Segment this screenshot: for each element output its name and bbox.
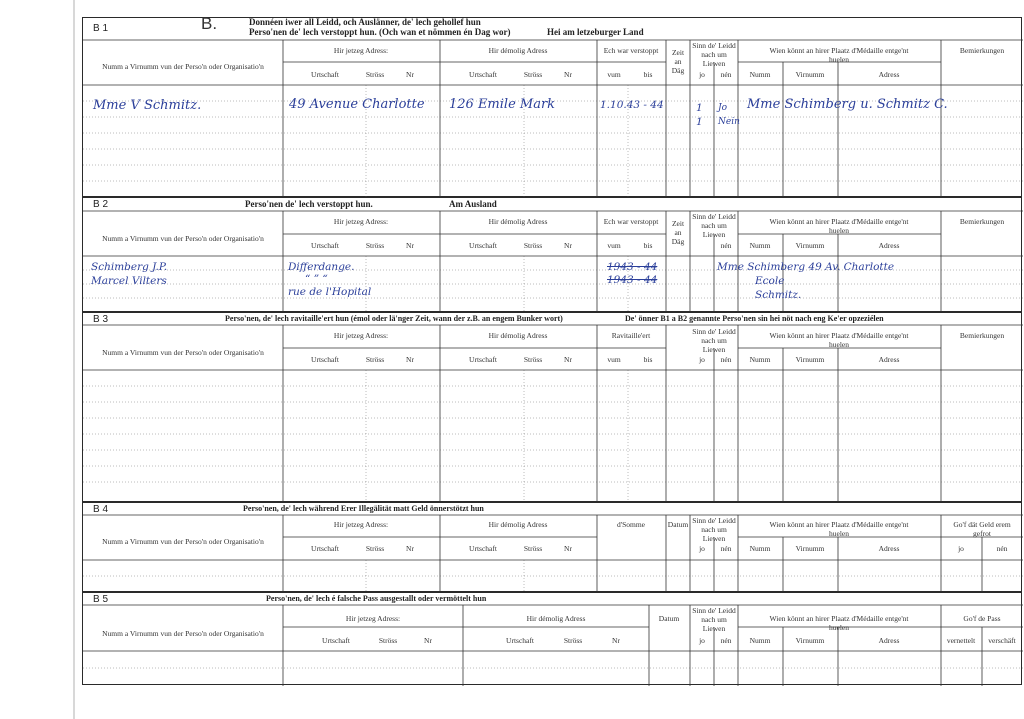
- section-title: Perso'nen de' lech verstoppt hun.: [245, 199, 373, 209]
- medal-header: Wien könnt an hirer Plaatz d'Médaille entge'nt huelen: [769, 331, 909, 349]
- section-code: B 2: [93, 199, 109, 210]
- section-title: Perso'nen, de' lech ravitaille'ert hun (émol oder lä'nger Zeit, wann der z.B. an engem Bunker wort): [225, 314, 563, 323]
- alive-header: Sinn de' Leidd nach um Liewen: [692, 212, 736, 239]
- header-line1: Donnéen iwer all Leidd, och Auslänner, de' lech gehollef hun: [249, 17, 481, 27]
- section-b5: [82, 592, 1022, 685]
- town-label: Urtschaft: [322, 636, 350, 645]
- nr-label: Nr: [406, 241, 414, 250]
- to-label: bis: [643, 70, 653, 79]
- from-label: vum: [607, 241, 621, 250]
- money-back-header: Go'f dät Geld erem gefrot: [953, 520, 1011, 538]
- former-address-header: Hir démolig Adress: [488, 46, 548, 55]
- town-label: Urtschaft: [311, 241, 339, 250]
- street-label: Ströss: [563, 636, 583, 645]
- medal-header: Wien könnt an hirer Plaatz d'Médaille entge'nt huelen: [769, 614, 909, 632]
- handwritten-current-address: Differdange.: [288, 261, 355, 273]
- name-col-header: Numm a Virnumm vun der Perso'n oder Organisatio'n: [102, 537, 264, 546]
- section-code: B 4: [93, 504, 109, 515]
- alive-header: Sinn de' Leidd nach um Liewen: [692, 41, 736, 68]
- no-label: nén: [996, 544, 1008, 553]
- nr-label: Nr: [406, 70, 414, 79]
- date-header: Datum: [658, 614, 680, 623]
- handwritten-former-address: 126 Emile Mark: [449, 97, 556, 112]
- from-label: vum: [607, 355, 621, 364]
- section-title-2: De' önner B1 a B2 genannte Perso'nen sin hei nöt nach eng Ke'er opzeziélen: [625, 314, 884, 323]
- no-label: nén: [720, 636, 732, 645]
- address-label: Adress: [878, 544, 900, 553]
- burnt-label: verschäft: [988, 636, 1016, 645]
- town-label: Urtschaft: [469, 241, 497, 250]
- medal-header: Wien könnt an hirer Plaatz d'Médaille entge'nt huelen: [769, 520, 909, 538]
- alive-header: Sinn de' Leidd nach um Liewen: [692, 327, 736, 354]
- name-col-header: Numm a Virnumm vun der Perso'n oder Organisatio'n: [102, 629, 264, 638]
- to-label: bis: [643, 355, 653, 364]
- name-label: Numm: [749, 544, 771, 553]
- yes-label: jo: [699, 355, 705, 364]
- section-code: B 1: [93, 23, 109, 34]
- yes-label: jo: [699, 544, 705, 553]
- section-code: B 3: [93, 314, 109, 325]
- section-title: Perso'nen, de' lech é falsche Pass ausgestallt oder vermöttelt hun: [266, 594, 487, 603]
- remarks-header: Bemierkungen: [959, 217, 1005, 226]
- street-label: Ströss: [378, 636, 398, 645]
- former-address-header: Hir démolig Adress: [488, 520, 548, 529]
- date-header: Datum: [667, 520, 689, 529]
- nr-label: Nr: [564, 355, 572, 364]
- handwritten-medal: Mme Schimberg u. Schmitz C.: [747, 97, 948, 112]
- remarks-header: Bemierkungen: [959, 46, 1005, 55]
- current-address-header: Hir jetzeg Adress:: [345, 614, 401, 623]
- address-label: Adress: [878, 241, 900, 250]
- header-line2b: Hei am letzeburger Land: [547, 27, 644, 37]
- handwritten-alive-yes: 1 1: [696, 102, 703, 128]
- street-label: Ströss: [365, 355, 385, 364]
- town-label: Urtschaft: [469, 355, 497, 364]
- to-label: bis: [643, 241, 653, 250]
- destroyed-label: vernettelt: [946, 636, 976, 645]
- no-label: nén: [720, 70, 732, 79]
- street-label: Ströss: [365, 70, 385, 79]
- nr-label: Nr: [564, 70, 572, 79]
- nr-label: Nr: [406, 355, 414, 364]
- nr-label: Nr: [424, 636, 432, 645]
- section-code: B 5: [93, 594, 109, 605]
- name-label: Numm: [749, 355, 771, 364]
- handwritten-name: Schimberg J.P.: [91, 261, 168, 273]
- firstname-label: Virnumm: [795, 544, 825, 553]
- alive-header: Sinn de' Leidd nach um Liewen: [692, 606, 736, 633]
- town-label: Urtschaft: [311, 70, 339, 79]
- name-col-header: Numm a Virnumm vun der Perso'n oder Organisatio'n: [102, 62, 264, 71]
- name-label: Numm: [749, 636, 771, 645]
- name-label: Numm: [749, 70, 771, 79]
- from-label: vum: [607, 70, 621, 79]
- former-address-header: Hir démolig Adress: [488, 217, 548, 226]
- no-label: nén: [720, 544, 732, 553]
- nr-label: Nr: [564, 544, 572, 553]
- firstname-label: Virnumm: [795, 355, 825, 364]
- no-label: nén: [720, 241, 732, 250]
- handwritten-period: 1943 - 44: [607, 261, 658, 273]
- name-label: Numm: [749, 241, 771, 250]
- medal-header: Wien könnt an hirer Plaatz d'Médaille entge'nt huelen: [769, 46, 909, 64]
- handwritten-medal: Mme Schimberg 49 Av. Charlotte: [717, 261, 895, 273]
- handwritten-current-address: “ ” “: [305, 273, 328, 285]
- street-label: Ströss: [365, 241, 385, 250]
- firstname-label: Virnumm: [795, 70, 825, 79]
- provisioned-header: Ravitaille'ert: [611, 331, 651, 340]
- street-label: Ströss: [365, 544, 385, 553]
- town-label: Urtschaft: [311, 544, 339, 553]
- address-label: Adress: [878, 355, 900, 364]
- handwritten-medal: Schmitz.: [755, 289, 802, 301]
- nr-label: Nr: [564, 241, 572, 250]
- street-label: Ströss: [523, 241, 543, 250]
- section-b4: [82, 502, 1022, 592]
- remarks-header: Bemierkungen: [959, 331, 1005, 340]
- section-title-2: Am Ausland: [449, 199, 497, 209]
- current-address-header: Hir jetzeg Adress:: [333, 520, 389, 529]
- days-header: Zeit an Däg: [671, 219, 685, 246]
- current-address-header: Hir jetzeg Adress:: [333, 331, 389, 340]
- binding-edge: [73, 0, 75, 719]
- handwritten-current-address: 49 Avenue Charlotte: [289, 97, 425, 112]
- section-title: Perso'nen, de' lech während Erer Illegälität matt Geld önnerstötzt hun: [243, 504, 484, 513]
- former-address-header: Hir démolig Adress: [526, 614, 586, 623]
- form-letter: B.: [201, 14, 218, 33]
- pass-header: Go'f de Pass: [963, 614, 1001, 623]
- header-line2: Perso'nen de' lech verstoppt hun. (Och wan et nömmen én Dag wor): [249, 27, 511, 37]
- handwritten-name: Marcel Vilters: [91, 275, 167, 287]
- name-col-header: Numm a Virnumm vun der Perso'n oder Organisatio'n: [102, 348, 264, 357]
- sum-header: d'Somme: [616, 520, 646, 529]
- section-b2: [82, 197, 1022, 312]
- yes-label: jo: [699, 636, 705, 645]
- town-label: Urtschaft: [469, 544, 497, 553]
- yes-label: jo: [699, 70, 705, 79]
- firstname-label: Virnumm: [795, 241, 825, 250]
- street-label: Ströss: [523, 70, 543, 79]
- street-label: Ströss: [523, 355, 543, 364]
- handwritten-period: 1.10.43 - 44: [600, 99, 664, 111]
- hidden-header: Ech war verstoppt: [603, 46, 659, 55]
- days-header: Zeit an Däg: [671, 48, 685, 75]
- street-label: Ströss: [523, 544, 543, 553]
- address-label: Adress: [878, 70, 900, 79]
- handwritten-current-address: rue de l'Hopital: [288, 286, 372, 298]
- handwritten-period: 1943 - 44: [607, 274, 658, 286]
- current-address-header: Hir jetzeg Adress:: [333, 46, 389, 55]
- current-address-header: Hir jetzeg Adress:: [333, 217, 389, 226]
- hidden-header: Ech war verstoppt: [603, 217, 659, 226]
- section-b1: [82, 14, 1022, 197]
- no-label: nén: [720, 355, 732, 364]
- handwritten-name: Mme V Schmitz.: [93, 98, 202, 113]
- yes-label: jo: [958, 544, 964, 553]
- handwritten-medal: Ecole: [755, 275, 785, 287]
- name-col-header: Numm a Virnumm vun der Perso'n oder Organisatio'n: [102, 234, 264, 243]
- address-label: Adress: [878, 636, 900, 645]
- medal-header: Wien könnt an hirer Plaatz d'Médaille entge'nt huelen: [769, 217, 909, 235]
- alive-header: Sinn de' Leidd nach um Liewen: [692, 516, 736, 543]
- former-address-header: Hir démolig Adress: [488, 331, 548, 340]
- firstname-label: Virnumm: [795, 636, 825, 645]
- nr-label: Nr: [406, 544, 414, 553]
- section-b3: [82, 312, 1022, 502]
- town-label: Urtschaft: [506, 636, 534, 645]
- b2-grid: [83, 198, 1023, 313]
- handwritten-alive-no: Jo Nein: [718, 103, 740, 127]
- nr-label: Nr: [612, 636, 620, 645]
- town-label: Urtschaft: [469, 70, 497, 79]
- town-label: Urtschaft: [311, 355, 339, 364]
